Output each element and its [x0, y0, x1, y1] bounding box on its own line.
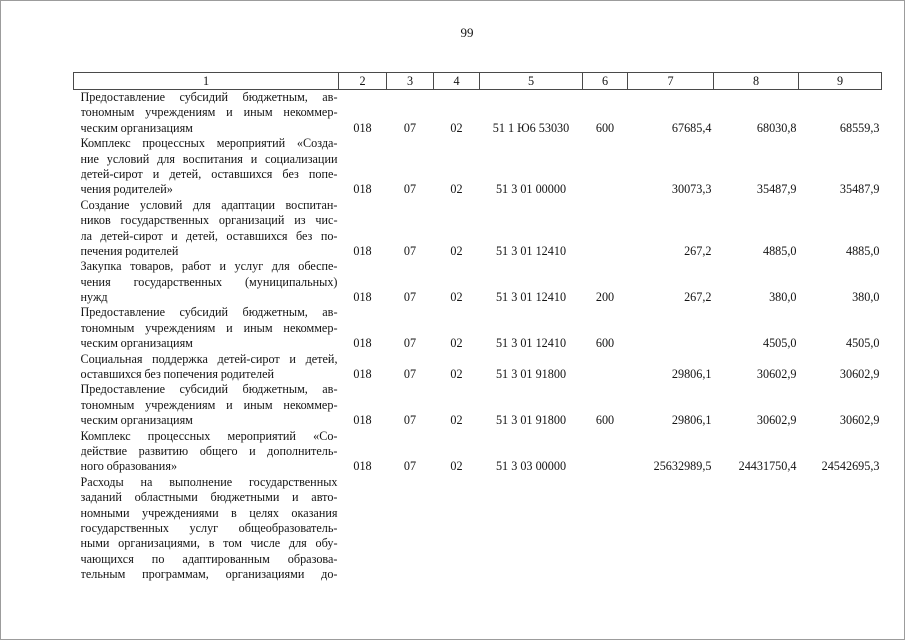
- target-article-code-cell: 51 1 Ю6 53030: [492, 120, 570, 135]
- section-code-cell: [387, 475, 434, 583]
- expense-name-line: оставшихся без попечения родителей: [80, 367, 275, 382]
- section-code-cell: 07: [403, 290, 417, 305]
- subsection-code-cell: 02: [450, 367, 463, 382]
- expense-name-line: Предоставление субсидий бюджетным, ав-: [80, 382, 338, 397]
- expense-name-line: нужд: [80, 290, 108, 305]
- expense-name-cell: [74, 259, 339, 305]
- column-header-8: 8: [714, 73, 799, 90]
- expense-name-line: ного образования»: [80, 459, 178, 474]
- expense-name-cell: [74, 198, 339, 260]
- column-header-9: 9: [799, 73, 882, 90]
- amount-year1-cell: 267,2: [684, 290, 712, 305]
- expense-name-line: чения родителей»: [80, 182, 173, 197]
- table-row: [74, 429, 882, 475]
- column-header-6: 6: [583, 73, 628, 90]
- grbs-code-cell: 018: [353, 413, 372, 428]
- column-header-4: 4: [434, 73, 480, 90]
- amount-year1-cell: [628, 475, 714, 583]
- expense-name-line: детей-сирот и детей, оставшихся без попе-: [80, 166, 338, 181]
- expense-type-code-cell: [583, 198, 628, 260]
- expense-name-cell: [74, 352, 339, 383]
- amount-year1-cell: 30073,3: [671, 182, 712, 197]
- subsection-code-cell: 02: [450, 182, 463, 197]
- column-header-1: 1: [74, 73, 339, 90]
- amount-year3-cell: 35487,9: [839, 182, 880, 197]
- expense-name-line: ческим организациям: [80, 413, 193, 428]
- amount-year3-cell: 30602,9: [839, 413, 880, 428]
- expense-name-line: ние условий для воспитания и социализации: [80, 151, 338, 166]
- grbs-code-cell: 018: [353, 367, 372, 382]
- expense-name-cell: [74, 136, 339, 198]
- amount-year3-cell: 4505,0: [845, 336, 880, 351]
- expense-name-line: Предоставление субсидий бюджетным, ав-: [80, 305, 338, 320]
- expense-name-line: государственных услуг общеобразователь-: [80, 520, 338, 535]
- expense-name-line: Социальная поддержка детей-сирот и детей,: [80, 351, 338, 366]
- target-article-code-cell: 51 3 01 12410: [495, 290, 567, 305]
- amount-year2-cell: [714, 475, 799, 583]
- grbs-code-cell: 018: [353, 182, 372, 197]
- column-header-2: 2: [339, 73, 387, 90]
- expense-type-code-cell: [583, 429, 628, 475]
- expense-type-code-cell: [583, 136, 628, 198]
- grbs-code-cell: 018: [353, 243, 372, 258]
- table-row: [74, 352, 882, 383]
- expense-name-line: заданий областными бюджетными и авто-: [80, 490, 338, 505]
- amount-year1-cell: 29806,1: [671, 367, 712, 382]
- expense-name-line: ла детей-сирот и детей, оставшихся без по-: [80, 228, 338, 243]
- amount-year2-cell: 30602,9: [756, 367, 797, 382]
- expense-name-line: тономным учреждениям и иным некоммер-: [80, 105, 338, 120]
- table-row: [74, 305, 882, 351]
- table-row: [74, 259, 882, 305]
- column-header-5: 5: [480, 73, 583, 90]
- amount-year3-cell: 4885,0: [845, 243, 880, 258]
- amount-year1-cell: 29806,1: [671, 413, 712, 428]
- table-row: [74, 198, 882, 260]
- section-code-cell: 07: [403, 413, 417, 428]
- section-code-cell: 07: [403, 367, 417, 382]
- amount-year3-cell: [799, 475, 882, 583]
- expense-name-line: печения родителей: [80, 243, 179, 258]
- section-code-cell: 07: [403, 243, 417, 258]
- subsection-code-cell: 02: [450, 120, 463, 135]
- target-article-code-cell: 51 3 01 91800: [495, 367, 567, 382]
- table-header-row: [74, 73, 882, 90]
- column-header-7: 7: [628, 73, 714, 90]
- amount-year1-cell: 67685,4: [671, 120, 712, 135]
- column-header-3: 3: [387, 73, 434, 90]
- amount-year3-cell: 380,0: [852, 290, 880, 305]
- expense-name-line: тельным программам, организациями до-: [80, 567, 338, 582]
- expense-name-line: номными учреждениями в целях оказания: [80, 505, 338, 520]
- expense-name-line: ческим организациям: [80, 120, 193, 135]
- expense-name-line: ников государственных организаций из чис-: [80, 213, 338, 228]
- expense-name-line: Расходы на выполнение государственных: [80, 474, 338, 489]
- expense-name-line: Создание условий для адаптации воспитан-: [80, 197, 338, 212]
- amount-year2-cell: 4885,0: [762, 243, 797, 258]
- subsection-code-cell: 02: [450, 336, 463, 351]
- amount-year2-cell: 380,0: [769, 290, 797, 305]
- expense-name-cell: [74, 382, 339, 428]
- expense-name-line: тономным учреждениям и иным некоммер-: [80, 397, 338, 412]
- target-article-code-cell: [480, 475, 583, 583]
- section-code-cell: 07: [403, 120, 417, 135]
- subsection-code-cell: [434, 475, 480, 583]
- expense-name-line: тономным учреждениям и иным некоммер-: [80, 320, 338, 335]
- amount-year3-cell: 30602,9: [839, 367, 880, 382]
- amount-year2-cell: 24431750,4: [738, 459, 797, 474]
- expense-name-line: чающихся по адаптированным образова-: [80, 551, 338, 566]
- expense-type-code-cell: 600: [595, 413, 615, 428]
- section-code-cell: 07: [403, 182, 417, 197]
- expense-name-line: Комплекс процессных мероприятий «Со-: [80, 428, 338, 443]
- subsection-code-cell: 02: [450, 243, 463, 258]
- amount-year3-cell: 24542695,3: [821, 459, 880, 474]
- expense-name-cell: [74, 90, 339, 137]
- section-code-cell: 07: [403, 336, 417, 351]
- table-row: [74, 136, 882, 198]
- expense-name-line: Закупка товаров, работ и услуг для обеспе-: [80, 259, 338, 274]
- expense-name-line: действие развитию общего и дополнитель-: [80, 443, 338, 458]
- expense-name-line: Комплекс процессных мероприятий «Созда-: [80, 136, 338, 151]
- target-article-code-cell: 51 3 03 00000: [495, 459, 567, 474]
- amount-year1-cell: [628, 305, 714, 351]
- expense-name-line: Предоставление субсидий бюджетным, ав-: [80, 90, 338, 104]
- amount-year1-cell: 25632989,5: [653, 459, 712, 474]
- table-row: [74, 90, 882, 137]
- target-article-code-cell: 51 3 01 00000: [495, 182, 567, 197]
- subsection-code-cell: 02: [450, 459, 463, 474]
- page-number: 99: [460, 25, 474, 40]
- grbs-code-cell: 018: [353, 290, 372, 305]
- table-row: [74, 475, 882, 583]
- grbs-code-cell: 018: [353, 120, 372, 135]
- expense-type-code-cell: 600: [595, 336, 615, 351]
- expense-name-line: ческим организациям: [80, 336, 193, 351]
- table-row: [74, 382, 882, 428]
- subsection-code-cell: 02: [450, 413, 463, 428]
- amount-year3-cell: 68559,3: [839, 120, 880, 135]
- target-article-code-cell: 51 3 01 12410: [495, 243, 567, 258]
- target-article-code-cell: 51 3 01 91800: [495, 413, 567, 428]
- expense-name-cell: [74, 429, 339, 475]
- table-body: [74, 90, 882, 583]
- expense-type-code-cell: [583, 475, 628, 583]
- expense-name-cell: [74, 305, 339, 351]
- grbs-code-cell: 018: [353, 459, 372, 474]
- amount-year2-cell: 30602,9: [756, 413, 797, 428]
- expense-name-cell: [74, 475, 339, 583]
- grbs-code-cell: [339, 475, 387, 583]
- target-article-code-cell: 51 3 01 12410: [495, 336, 567, 351]
- expense-name-line: чения государственных (муниципальных): [80, 274, 338, 289]
- expense-name-line: ными организациями, в том числе для обу-: [80, 536, 338, 551]
- expense-type-code-cell: 600: [595, 120, 615, 135]
- subsection-code-cell: 02: [450, 290, 463, 305]
- budget-table: [73, 72, 882, 583]
- amount-year2-cell: 68030,8: [756, 120, 797, 135]
- amount-year1-cell: 267,2: [684, 243, 712, 258]
- amount-year2-cell: 4505,0: [762, 336, 797, 351]
- section-code-cell: 07: [403, 459, 417, 474]
- expense-type-code-cell: 200: [595, 290, 615, 305]
- expense-type-code-cell: [583, 352, 628, 383]
- amount-year2-cell: 35487,9: [756, 182, 797, 197]
- grbs-code-cell: 018: [353, 336, 372, 351]
